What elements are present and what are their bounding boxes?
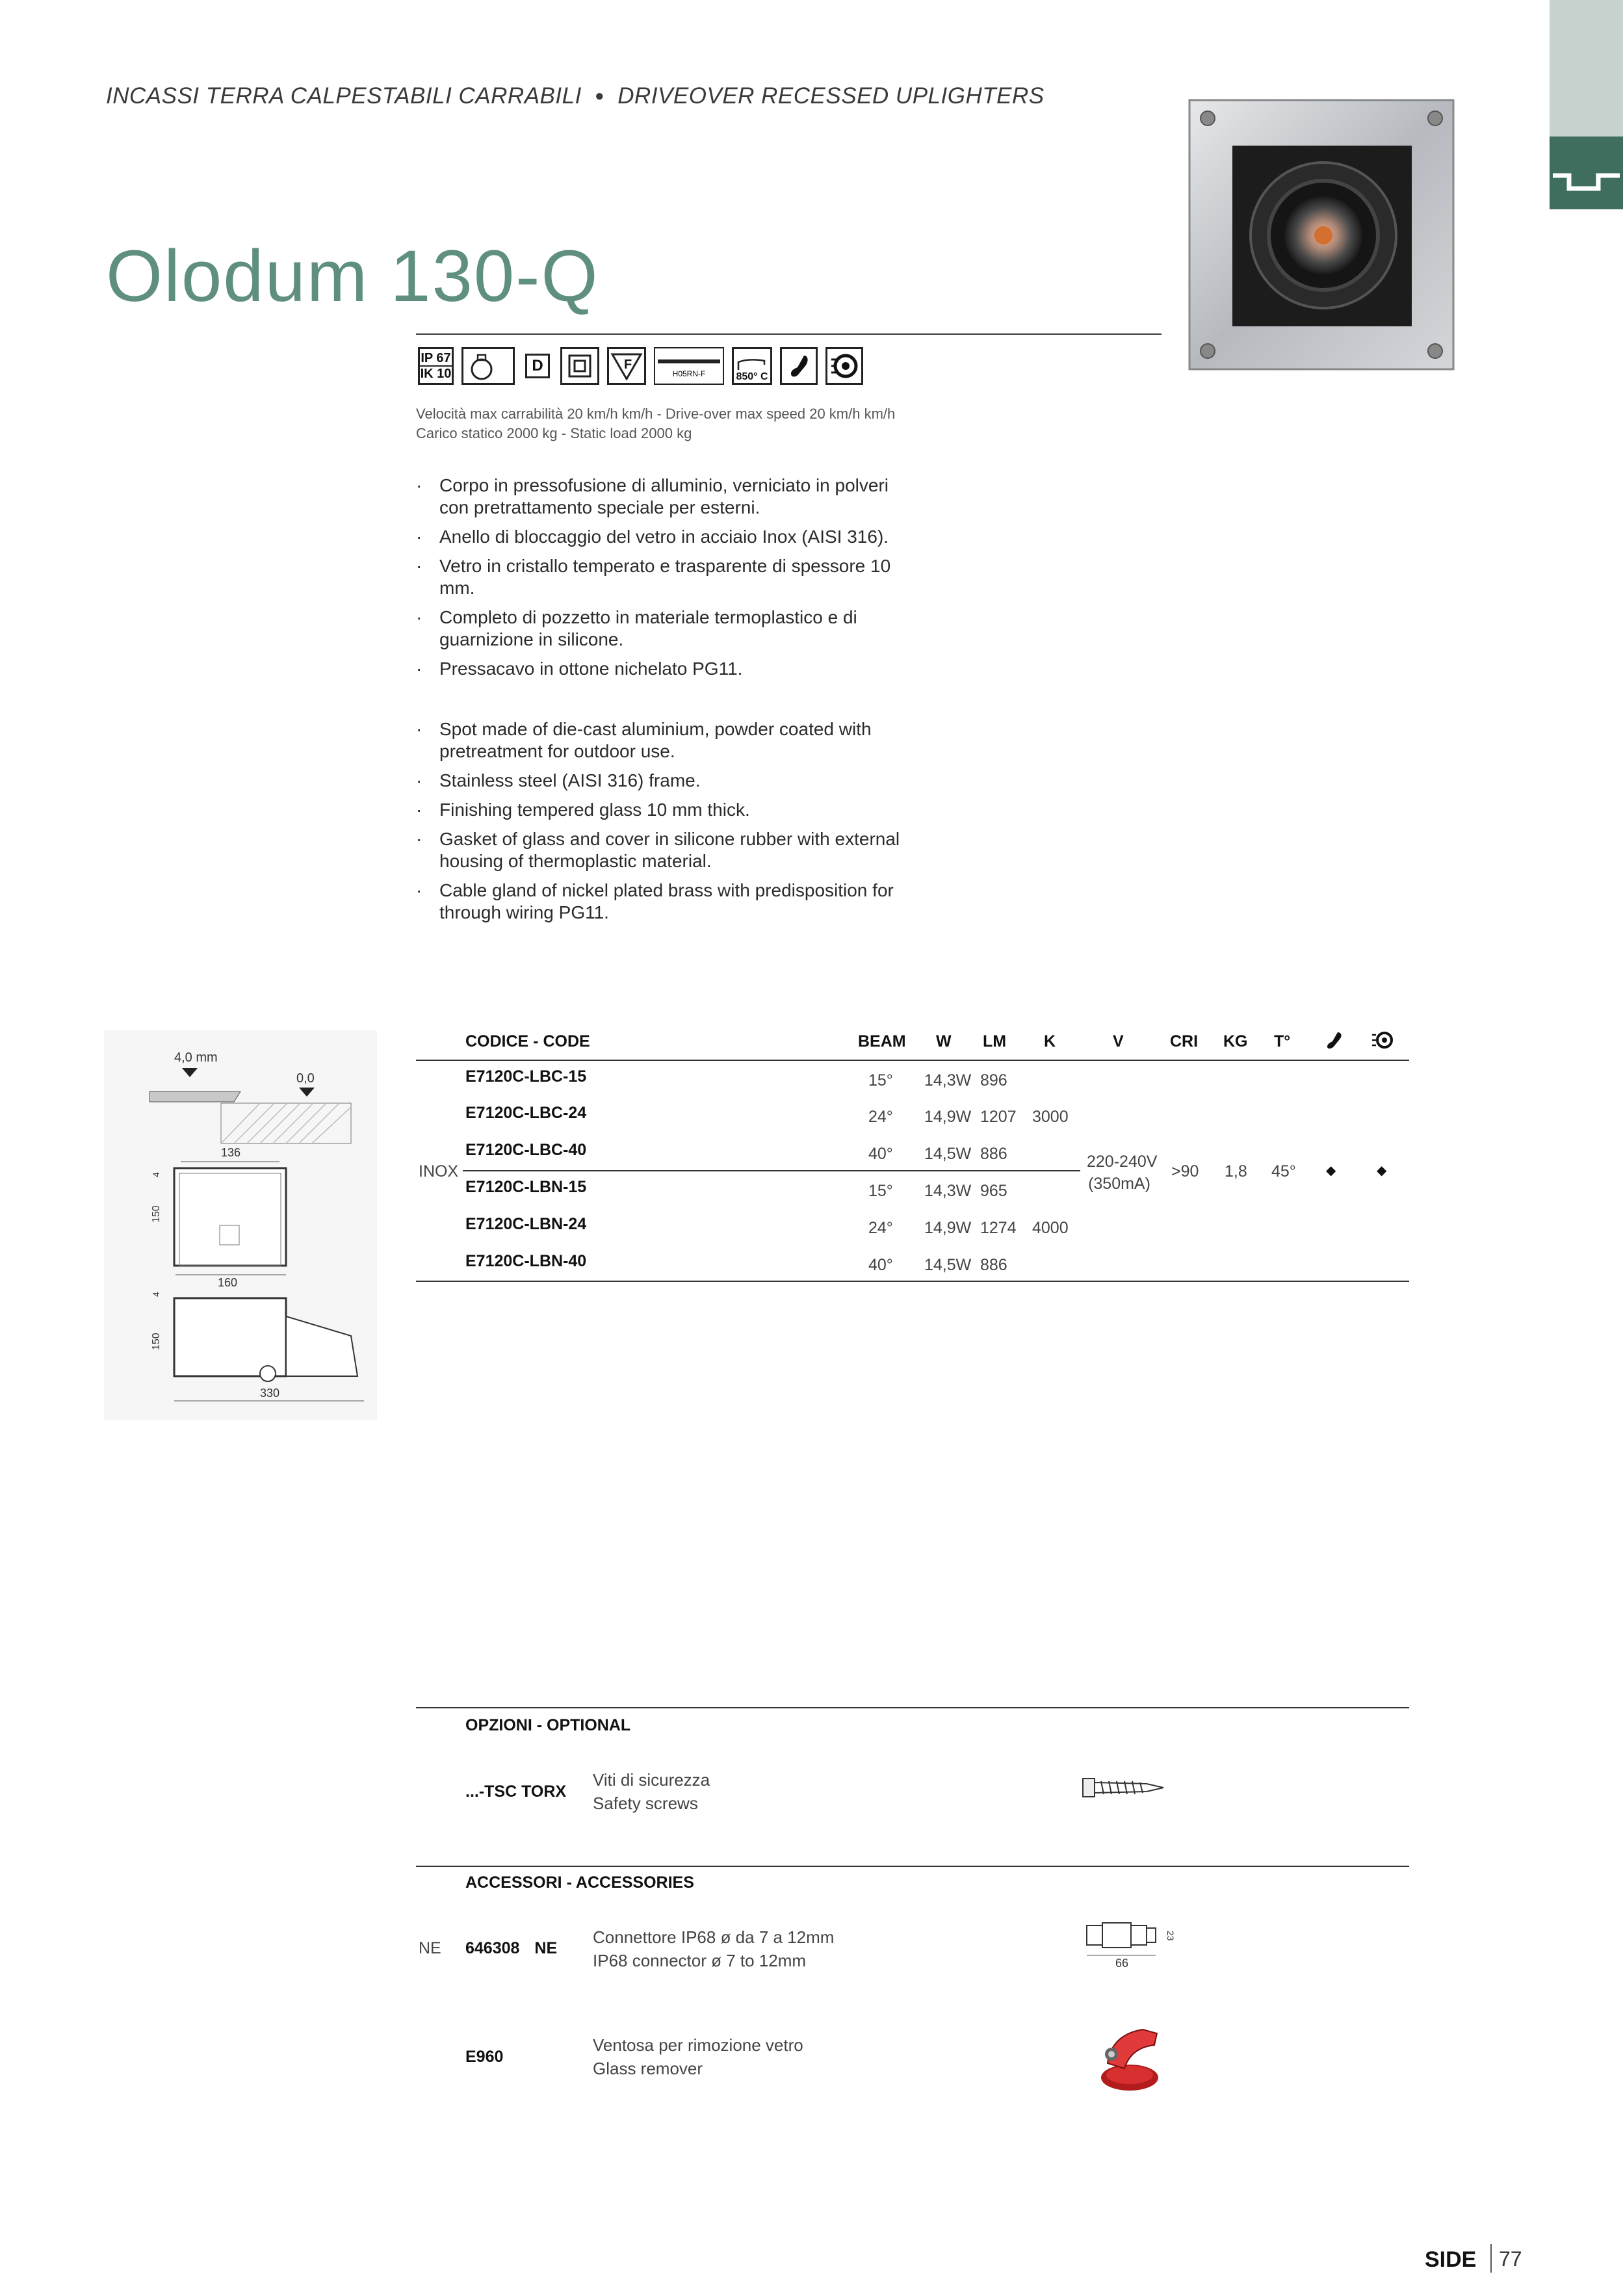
product-code: E7120C-LBC-24 — [465, 1104, 587, 1122]
temperature-value: 45° — [1271, 1162, 1296, 1181]
drawing-thickness-4-a: 4 — [151, 1172, 161, 1177]
optional-rule — [416, 1707, 1409, 1708]
bulb-icon — [461, 347, 515, 385]
accessory-code — [465, 1939, 557, 1958]
category-en: DRIVEOVER RECESSED UPLIGHTERS — [617, 83, 1045, 109]
optional-desc-it: Viti di sicurezza — [593, 1770, 710, 1790]
feature-en-item: · Cable gland of nickel plated brass with predisposition for through wiring PG11. — [416, 880, 910, 924]
product-code: E7120C-LBN-15 — [465, 1178, 587, 1196]
ip-ik-rating-icon — [418, 347, 454, 385]
glow-wire-icon — [732, 347, 772, 385]
chapter-tab-icon-block — [1550, 137, 1623, 209]
optional-code: ...-TSC TORX — [465, 1782, 567, 1801]
lumen-value: 886 — [980, 1256, 1007, 1274]
driveover-mark: ◆ — [1377, 1164, 1387, 1178]
accessory-code-suffix: NE — [534, 1939, 558, 1957]
lumen-value: 965 — [980, 1182, 1007, 1200]
beam-value: 15° — [868, 1071, 893, 1089]
page-number: 77 — [1499, 2247, 1522, 2271]
driveover-header-icon — [1371, 1030, 1394, 1054]
walkover-icon — [780, 347, 818, 385]
accessory-desc-it: Connettore IP68 ø da 7 a 12mm — [593, 1927, 835, 1947]
accessory-code: E960 — [465, 2048, 504, 2066]
chapter-tab — [1550, 0, 1623, 137]
feature-it-item: · Pressacavo in ottone nichelato PG11. — [416, 658, 910, 680]
certification-row — [418, 345, 863, 387]
screw-icon — [1082, 1775, 1166, 1804]
ik-rating: IK 10 — [420, 367, 452, 381]
product-code: E7120C-LBC-40 — [465, 1141, 587, 1159]
drawing-width-330: 330 — [260, 1387, 280, 1400]
kelvin-value: 3000 — [1032, 1108, 1069, 1126]
kelvin-value: 4000 — [1032, 1219, 1069, 1237]
accessory-desc-en: IP68 connector ø 7 to 12mm — [593, 1951, 807, 1970]
drawing-width-136: 136 — [221, 1146, 241, 1159]
footer-brand: SIDE — [1425, 2247, 1477, 2272]
feature-it-item: · Anello di bloccaggio del vetro in acciaio Inox (AISI 316). — [416, 526, 910, 548]
drawing-label-flush: 0,0 — [296, 1071, 315, 1086]
watt-value: 14,9W — [924, 1108, 972, 1126]
feature-en-item: · Spot made of die-cast aluminium, powder coated with pretreatment for outdoor use. — [416, 718, 910, 763]
category-it: INCASSI TERRA CALPESTABILI CARRABILI — [106, 83, 582, 109]
recessed-profile-icon — [1550, 137, 1623, 209]
accessory-desc-it: Ventosa per rimozione vetro — [593, 2035, 803, 2055]
title-divider — [416, 333, 1162, 335]
max-speed-spec: Velocità max carrabilità 20 km/h km/h - Drive-over max speed 20 km/h km/h — [416, 406, 896, 422]
accessory-code-number: 646308 — [465, 1939, 520, 1957]
accessory-finish: NE — [419, 1939, 441, 1957]
col-header-v: V — [1113, 1032, 1124, 1050]
col-header-k: K — [1044, 1032, 1056, 1050]
beam-value: 40° — [868, 1256, 893, 1274]
finish-label: INOX — [419, 1162, 459, 1181]
lumen-value: 896 — [980, 1071, 1007, 1089]
lumen-value: 1274 — [980, 1219, 1017, 1237]
technical-drawings — [104, 1030, 377, 1420]
drawing-height-150-a: 150 — [151, 1205, 162, 1223]
f-mark-icon — [607, 347, 646, 385]
footer-separator — [1490, 2244, 1492, 2273]
drawing-label-protrusion: 4,0 mm — [174, 1050, 218, 1065]
suction-cup-icon — [1092, 2015, 1176, 2103]
table-header-rule — [416, 1060, 1409, 1061]
current-value: (350mA) — [1088, 1175, 1150, 1193]
d-mark-icon: D — [523, 347, 552, 385]
feature-en-item: · Stainless steel (AISI 316) frame. — [416, 770, 910, 792]
watt-value: 14,3W — [924, 1182, 972, 1200]
class-ii-icon — [560, 347, 599, 385]
col-header-beam: BEAM — [858, 1032, 906, 1050]
accessories-rule — [416, 1866, 1409, 1867]
category-line — [106, 83, 1045, 109]
feature-it-item: · Completo di pozzetto in materiale termoplastico e di guarnizione in silicone. — [416, 607, 910, 651]
table-bottom-rule — [416, 1281, 1409, 1282]
glow-wire-temp: 850° C — [736, 371, 768, 382]
col-header-w: W — [936, 1032, 952, 1050]
feature-en-item: · Gasket of glass and cover in silicone rubber with external housing of thermoplastic material. — [416, 828, 910, 872]
load-specs — [416, 404, 895, 443]
voltage-cell — [1087, 1151, 1158, 1195]
optional-heading: OPZIONI - OPTIONAL — [465, 1716, 631, 1734]
walkover-header-icon — [1323, 1030, 1344, 1054]
lumen-value: 886 — [980, 1145, 1007, 1163]
features-italian — [416, 475, 910, 687]
f-mark-text: F — [624, 358, 632, 372]
product-code: E7120C-LBN-24 — [465, 1215, 587, 1233]
drawing-thickness-4-b: 4 — [151, 1292, 161, 1297]
watt-value: 14,5W — [924, 1145, 972, 1163]
driveover-icon — [825, 347, 863, 385]
product-photo — [1188, 99, 1455, 371]
watt-value: 14,5W — [924, 1256, 972, 1274]
beam-value: 40° — [868, 1145, 893, 1163]
connector-width: 66 — [1115, 1957, 1129, 1970]
product-code: E7120C-LBC-15 — [465, 1067, 587, 1086]
voltage-value: 220-240V — [1087, 1153, 1158, 1171]
col-header-temp: T° — [1274, 1032, 1291, 1050]
page-title: Olodum 130-Q — [106, 235, 599, 317]
category-separator: ● — [595, 87, 605, 105]
table-group-divider — [463, 1170, 1080, 1171]
accessory-desc-en: Glass remover — [593, 2059, 703, 2078]
connector-height: 23 — [1165, 1931, 1176, 1941]
walkover-mark: ◆ — [1326, 1164, 1336, 1178]
feature-it-item: · Corpo in pressofusione di alluminio, verniciato in polveri con pretrattamento speciale per esterni. — [416, 475, 910, 519]
watt-value: 14,9W — [924, 1219, 972, 1237]
cri-value: >90 — [1171, 1162, 1199, 1181]
drawing-height-150-b: 150 — [151, 1333, 162, 1350]
cable-icon — [654, 347, 724, 385]
optional-description — [593, 1768, 710, 1815]
optional-desc-en: Safety screws — [593, 1794, 698, 1813]
connector-icon — [1084, 1918, 1182, 1973]
lumen-value: 1207 — [980, 1108, 1017, 1126]
feature-it-item: · Vetro in cristallo temperato e trasparente di spessore 10 mm. — [416, 555, 910, 599]
ip-rating: IP 67 — [421, 351, 451, 365]
accessory-description — [593, 1925, 834, 1972]
accessory-description — [593, 2033, 803, 2080]
features-english — [416, 718, 910, 931]
beam-value: 24° — [868, 1108, 893, 1126]
product-code: E7120C-LBN-40 — [465, 1252, 587, 1270]
col-header-code: CODICE - CODE — [465, 1032, 590, 1050]
col-header-lm: LM — [983, 1032, 1007, 1050]
watt-value: 14,3W — [924, 1071, 972, 1089]
feature-en-item: · Finishing tempered glass 10 mm thick. — [416, 799, 910, 821]
static-load-spec: Carico statico 2000 kg - Static load 2000 kg — [416, 425, 692, 441]
accessories-heading: ACCESSORI - ACCESSORIES — [465, 1873, 694, 1892]
beam-value: 24° — [868, 1219, 893, 1237]
drawing-width-160: 160 — [218, 1276, 238, 1289]
beam-value: 15° — [868, 1182, 893, 1200]
weight-value: 1,8 — [1225, 1162, 1247, 1181]
cable-type: H05RN-F — [672, 369, 706, 378]
col-header-kg: KG — [1223, 1032, 1248, 1050]
col-header-cri: CRI — [1170, 1032, 1199, 1050]
